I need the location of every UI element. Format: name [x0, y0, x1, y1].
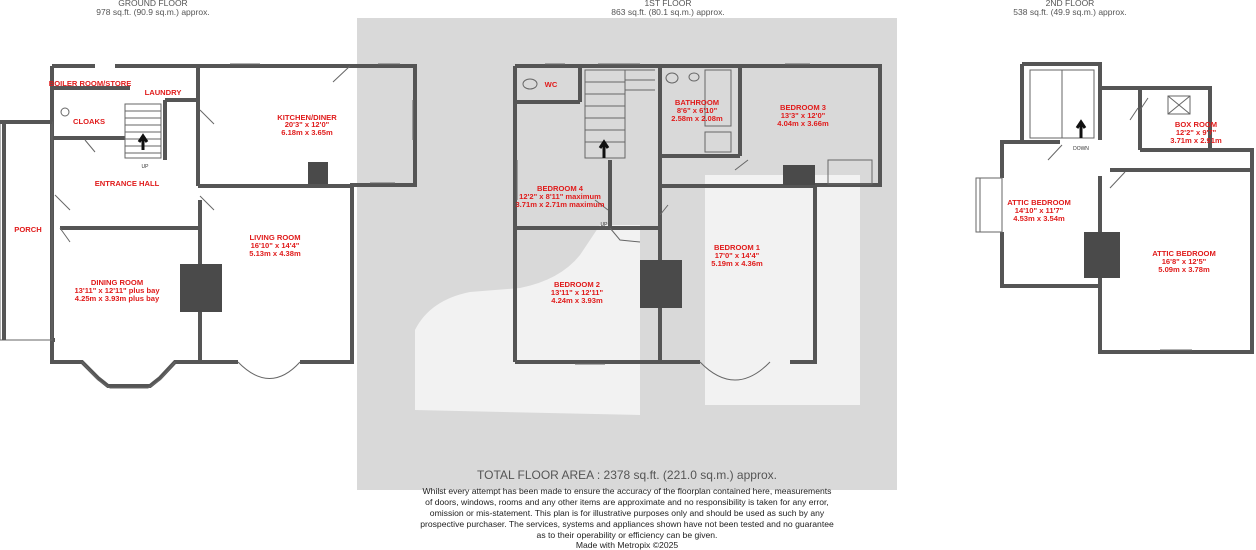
first-stairs-up-label: UP [600, 222, 608, 228]
box-room-imperial: 12'2" x 9'7" [1175, 128, 1217, 137]
disclaimer-line-2: of doors, windows, rooms and any other items are approximate and no responsibility is taken for any error, [425, 497, 829, 507]
ground-floor-title: GROUND FLOOR [118, 0, 188, 8]
second-floor-area: 538 sq.ft. (49.9 sq.m.) approx. [1013, 7, 1127, 17]
dining-room-metric: 4.25m x 3.93m plus bay [74, 294, 160, 303]
bedroom3-label: BEDROOM 3 [780, 103, 826, 112]
living-room-metric: 5.13m x 4.38m [249, 249, 301, 258]
first-floor-title: 1ST FLOOR [644, 0, 692, 8]
dining-room-label: DINING ROOM [90, 278, 144, 287]
cloaks-label: CLOAKS [72, 117, 106, 126]
disclaimer-line-5: as to their operability or efficiency can be given. [536, 530, 718, 540]
bedroom3-imperial: 13'3" x 12'0" [780, 111, 826, 120]
box-room-metric: 3.71m x 2.91m [1170, 136, 1222, 145]
bathroom-imperial: 8'6" x 6'10" [676, 106, 718, 115]
total-floor-area: TOTAL FLOOR AREA : 2378 sq.ft. (221.0 sq.m.) approx. [477, 468, 777, 482]
bedroom4-metric: 3.71m x 2.71m maximum [515, 200, 605, 209]
attic-bedroom2-imperial: 16'8" x 12'5" [1161, 257, 1207, 266]
first-floor-area: 863 sq.ft. (80.1 sq.m.) approx. [611, 7, 725, 17]
bedroom1-label: BEDROOM 1 [714, 243, 760, 252]
made-with-credit: Made with Metropix ©2025 [575, 540, 679, 550]
ground-stairs-up-label: UP [141, 164, 149, 170]
bedroom1-metric: 5.19m x 4.36m [711, 259, 763, 268]
second-floor-title: 2ND FLOOR [1045, 0, 1095, 8]
disclaimer-line-3: omission or mis-statement. This plan is for illustrative purposes only and should be used as such by any [429, 508, 825, 518]
living-room-label: LIVING ROOM [249, 233, 301, 242]
attic-bedroom1-metric: 4.53m x 3.54m [1013, 214, 1065, 223]
attic-bedroom1-imperial: 14'10" x 11'7" [1014, 206, 1064, 215]
attic-bedroom2-metric: 5.09m x 3.78m [1158, 265, 1210, 274]
entrance-hall-label: ENTRANCE HALL [94, 179, 160, 188]
bedroom4-imperial: 12'2" x 8'11" maximum [519, 192, 601, 201]
bathroom-metric: 2.58m x 2.08m [671, 114, 723, 123]
bedroom2-imperial: 13'11" x 12'11" [550, 288, 604, 297]
ground-floor-plan [0, 64, 415, 388]
kitchen-metric: 6.18m x 3.65m [281, 128, 333, 137]
ground-floor-area: 978 sq.ft. (90.9 sq.m.) approx. [96, 7, 210, 17]
second-stairs-arrow-icon [1077, 122, 1085, 138]
bedroom2-label: BEDROOM 2 [554, 280, 600, 289]
kitchen-imperial: 20'3" x 12'0" [284, 120, 330, 129]
second-stairs-down-label: DOWN [1073, 146, 1089, 152]
porch-label: PORCH [14, 225, 42, 234]
bedroom1-imperial: 17'0" x 14'4" [714, 251, 760, 260]
stairs-up-arrow-icon [139, 136, 147, 150]
bathroom-label: BATHROOM [674, 98, 720, 107]
kitchen-label: KITCHEN/DINER [277, 113, 337, 122]
dining-room-imperial: 13'11" x 12'11" plus bay [74, 286, 160, 295]
laundry-label: LAUNDRY [144, 88, 182, 97]
living-room-imperial: 16'10" x 14'4" [250, 241, 300, 250]
bedroom4-label: BEDROOM 4 [537, 184, 583, 193]
box-room-label: BOX ROOM [1174, 120, 1218, 129]
disclaimer-line-1: Whilst every attempt has been made to ensure the accuracy of the floorplan contained here, measurements [422, 486, 832, 496]
wc-label: WC [544, 80, 558, 89]
disclaimer-line-4: prospective purchaser. The services, systems and appliances shown have not been tested and no guarantee [420, 519, 834, 529]
bedroom2-metric: 4.24m x 3.93m [551, 296, 603, 305]
attic-bedroom1-label: ATTIC BEDROOM [1007, 198, 1071, 207]
bedroom3-metric: 4.04m x 3.66m [777, 119, 829, 128]
boiler-room-label: BOILER ROOM/STORE [48, 79, 132, 88]
attic-bedroom2-label: ATTIC BEDROOM [1152, 249, 1216, 258]
